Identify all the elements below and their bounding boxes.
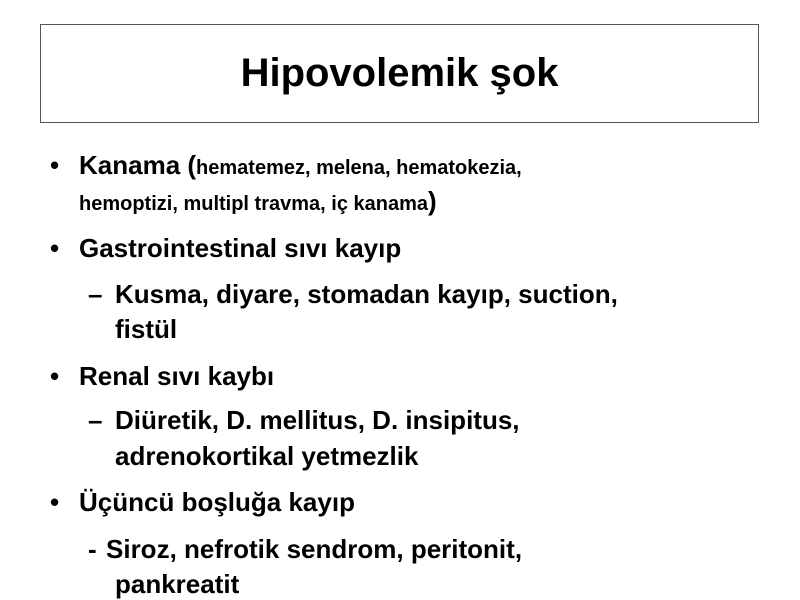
bullet-gastrointestinal: Gastrointestinal sıvı kayıp	[79, 233, 402, 263]
slide-title-box	[40, 24, 759, 123]
bullet-marker: •	[50, 487, 60, 517]
bullet-marker: •	[50, 361, 60, 391]
sub-gastro-line1: Kusma, diyare, stomadan kayıp, suction,	[115, 279, 618, 309]
bullet-marker: •	[50, 150, 60, 180]
sub-ucuncu-line1: Siroz, nefrotik sendrom, peritonit,	[106, 534, 523, 564]
sub-marker: –	[88, 405, 103, 435]
bullet-kanama-detail-line1: hematemez, melena, hematokezia,	[196, 157, 522, 179]
sub-renal-line1: Diüretik, D. mellitus, D. insipitus,	[115, 405, 520, 435]
bullet-kanama	[79, 150, 522, 181]
bullet-kanama-close: )	[427, 186, 437, 216]
sub-renal-line2: adrenokortikal yetmezlik	[115, 441, 419, 471]
bullet-kanama-cont	[79, 186, 437, 217]
sub-marker: -	[88, 534, 97, 564]
bullet-renal: Renal sıvı kaybı	[79, 361, 275, 391]
sub-gastro-line2: fistül	[115, 314, 178, 344]
bullet-marker: •	[50, 233, 60, 263]
bullet-kanama-lead: Kanama (	[79, 150, 197, 180]
sub-marker: –	[88, 279, 103, 309]
bullet-ucuncu-bosluga: Üçüncü boşluğa kayıp	[79, 487, 355, 517]
bullet-kanama-detail-line2: hemoptizi, multipl travma, iç kanama	[79, 193, 428, 215]
slide-title: Hipovolemik şok	[240, 51, 559, 95]
sub-ucuncu-line2: pankreatit	[115, 569, 240, 599]
